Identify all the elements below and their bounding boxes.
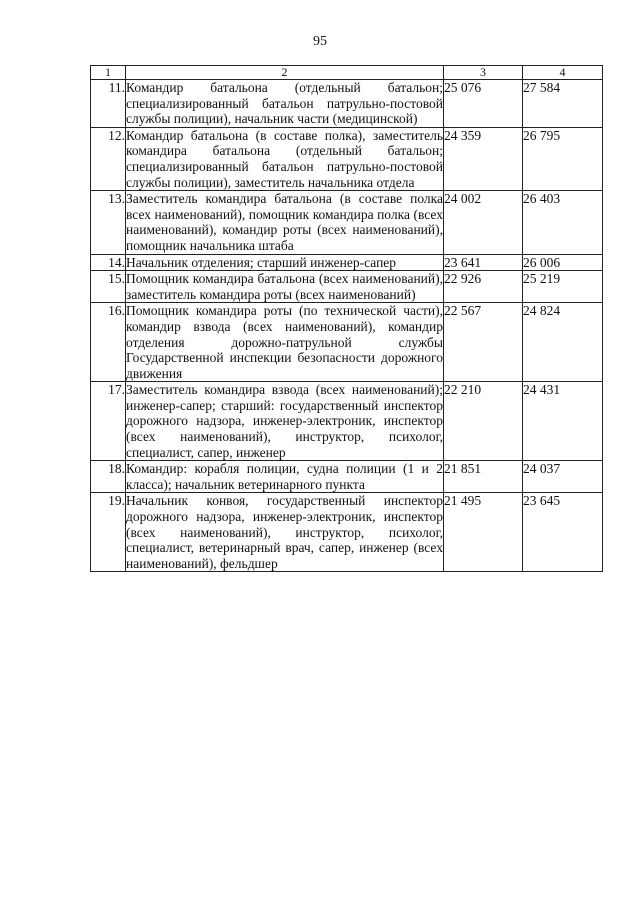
row-number: 19. [91, 493, 126, 572]
position-name: Заместитель командира батальона (в составе полка всех наименований), помощник командира полка (всех наименований), командир роты (всех наименований), помощник начальника штаба [126, 191, 443, 253]
value-column-3: 22 926 [444, 271, 523, 303]
row-number: 16. [91, 303, 126, 382]
table-row [91, 254, 603, 271]
row-number: 15. [91, 271, 126, 303]
column-header-number: 1 [91, 66, 126, 80]
row-number: 12. [91, 127, 126, 190]
table-row [91, 127, 603, 190]
page-number: 95 [313, 34, 327, 49]
column-header-position: 2 [126, 66, 444, 80]
row-number: 11. [91, 80, 126, 128]
value-column-4: 26 006 [523, 254, 603, 271]
row-number: 14. [91, 254, 126, 271]
table-row [91, 191, 603, 254]
value-column-3: 22 210 [444, 382, 523, 461]
value-column-4: 25 219 [523, 271, 603, 303]
table-row [91, 382, 603, 461]
row-number: 17. [91, 382, 126, 461]
value-column-3: 23 641 [444, 254, 523, 271]
value-column-4: 23 645 [523, 493, 603, 572]
position-name: Помощник командира роты (по технической части), командир взвода (всех наименований), командир отделения дорожно-патрульной службы Государственной инспекции безопасности дорожного движения [126, 303, 443, 381]
position-name: Командир: корабля полиции, судна полиции (1 и 2 класса); начальник ветеринарного пункта [126, 461, 443, 492]
column-header-value-3: 3 [444, 66, 523, 80]
value-column-4: 26 795 [523, 127, 603, 190]
position-name: Заместитель командира взвода (всех наименований); инженер-сапер; старший: государственный инспектор дорожного надзора, инженер-электроник, инспектор (всех наименований), инструктор, психолог, специалист, сапер, инженер [126, 382, 443, 460]
table-row [91, 461, 603, 493]
value-column-4: 26 403 [523, 191, 603, 254]
value-column-3: 21 495 [444, 493, 523, 572]
value-column-4: 24 037 [523, 461, 603, 493]
position-name: Командир батальона (в составе полка), заместитель командира батальона (отдельный батальон; специализированный батальон патрульно-постовой службы полиции), заместитель начальника отдела [126, 127, 443, 190]
row-number: 18. [91, 461, 126, 493]
value-column-3: 21 851 [444, 461, 523, 493]
position-name: Начальник отделения; старший инженер-сапер [126, 254, 444, 271]
table-row [91, 271, 603, 303]
salary-table [90, 65, 603, 572]
value-column-3: 24 359 [444, 127, 523, 190]
value-column-4: 27 584 [523, 80, 603, 128]
table-row [91, 493, 603, 572]
value-column-3: 22 567 [444, 303, 523, 382]
position-name: Командир батальона (отдельный батальон; специализированный батальон патрульно-постовой службы полиции), начальник части (медицинской) [126, 80, 443, 127]
table-row [91, 80, 603, 128]
value-column-3: 25 076 [444, 80, 523, 128]
value-column-3: 24 002 [444, 191, 523, 254]
position-name: Начальник конвоя, государственный инспектор дорожного надзора, инженер-электроник, инспектор (всех наименований), инструктор, психолог, специалист, ветеринарный врач, сапер, инженер (всех наименований), фельдшер [126, 493, 443, 571]
row-number: 13. [91, 191, 126, 254]
table-header-row [91, 66, 603, 80]
column-header-value-4: 4 [523, 66, 603, 80]
value-column-4: 24 824 [523, 303, 603, 382]
value-column-4: 24 431 [523, 382, 603, 461]
position-name: Помощник командира батальона (всех наименований), заместитель командира роты (всех наименований) [126, 271, 443, 302]
table-row [91, 303, 603, 382]
